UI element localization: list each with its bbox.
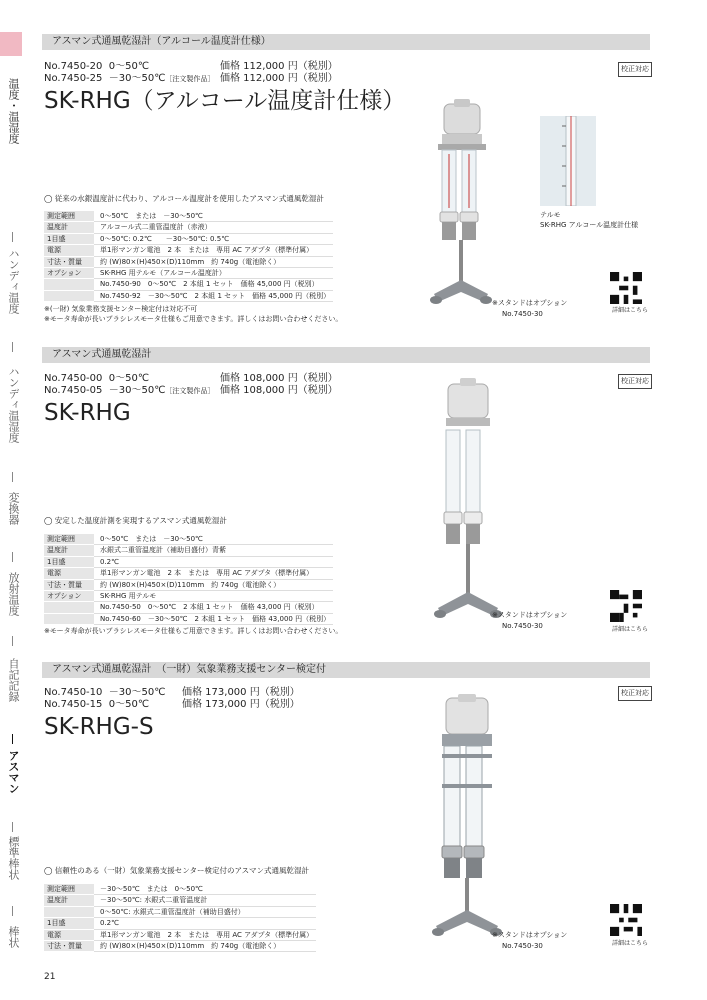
spec-key bbox=[44, 906, 94, 917]
spec-row bbox=[44, 884, 316, 895]
stand-option-note: ※スタンドはオプション bbox=[492, 299, 568, 307]
spec-row bbox=[44, 613, 333, 624]
spec-value: －30～50℃ または 0～50℃ bbox=[94, 884, 316, 895]
sidebar-separator bbox=[12, 822, 13, 832]
spec-row bbox=[44, 579, 333, 590]
model-row bbox=[44, 73, 214, 85]
spec-key: 温度計 bbox=[44, 222, 94, 233]
model-range: 0～50℃ bbox=[108, 373, 150, 384]
product-title: SK-RHG（アルコール温度計仕様） bbox=[44, 88, 406, 114]
spec-row bbox=[44, 211, 333, 222]
model-price: 価格 108,000 円（税別） bbox=[220, 385, 338, 396]
page-number: 21 bbox=[44, 972, 56, 982]
spec-key bbox=[44, 290, 94, 301]
model-range: 0～50℃ bbox=[108, 61, 150, 72]
spec-key: 1目盛 bbox=[44, 556, 94, 567]
spec-key bbox=[44, 279, 94, 290]
sidebar-separator bbox=[12, 636, 13, 646]
calibration-badge: 校正対応 bbox=[618, 686, 652, 701]
spec-value: 0～50℃ または －30～50℃ bbox=[94, 534, 333, 545]
spec-value: No.7450-90 0～50℃ 2 本組 1 セット 価格 45,000 円（税別） bbox=[94, 279, 333, 290]
product-image-sk-rhg-s bbox=[430, 694, 504, 944]
spec-value: 単1形マンガン電池 2 本 または 専用 AC アダプタ（標準付属） bbox=[94, 929, 316, 940]
qr-link-label[interactable]: 詳細はこちら bbox=[612, 307, 649, 314]
model-price: 価格 112,000 円（税別） bbox=[220, 73, 338, 84]
calibration-badge: 校正対応 bbox=[618, 374, 652, 389]
spec-key: 温度計 bbox=[44, 545, 94, 556]
spec-table bbox=[44, 884, 316, 952]
stand-option-note: ※スタンドはオプション bbox=[492, 931, 568, 939]
product-description: ◯ 安定した温度計測を実現するアスマン式通風乾湿計 bbox=[44, 516, 227, 525]
model-number: No.7450-20 bbox=[44, 61, 103, 72]
model-price: 価格 112,000 円（税別） bbox=[220, 61, 338, 72]
qr-code-icon[interactable] bbox=[610, 272, 642, 304]
spec-row bbox=[44, 918, 316, 929]
spec-row bbox=[44, 895, 316, 906]
model-row bbox=[44, 385, 214, 397]
spec-value: 0.2℃ bbox=[94, 918, 316, 929]
qr-code-icon[interactable] bbox=[610, 590, 642, 622]
spec-value: SK-RHG 用テルモ bbox=[94, 591, 333, 602]
model-range: 0～50℃ bbox=[108, 699, 150, 710]
model-number: No.7450-10 bbox=[44, 687, 103, 698]
made-to-order-note: ［注文製作品］ bbox=[165, 387, 215, 395]
spec-row bbox=[44, 602, 333, 613]
spec-key: 測定範囲 bbox=[44, 534, 94, 545]
spec-row bbox=[44, 556, 333, 567]
spec-key: 寸法・質量 bbox=[44, 256, 94, 267]
model-number: No.7450-05 bbox=[44, 385, 103, 396]
model-price: 価格 173,000 円（税別） bbox=[182, 699, 300, 710]
spec-value: 約 (W)80×(H)450×(D)110mm 約 740g（電池除く） bbox=[94, 941, 316, 952]
spec-value: アルコール式二重管温度計（赤液） bbox=[94, 222, 333, 233]
spec-row bbox=[44, 268, 333, 279]
spec-value: 0～50℃ または －30～50℃ bbox=[94, 211, 333, 222]
sidebar-separator bbox=[12, 734, 13, 744]
stand-option-model: No.7450-30 bbox=[502, 942, 543, 950]
spec-value: SK-RHG 用テルモ（アルコール温度計） bbox=[94, 268, 333, 279]
spec-row bbox=[44, 233, 333, 244]
spec-key: 1目盛 bbox=[44, 918, 94, 929]
product-description: ◯ 従来の水銀温度計に代わり、アルコール温度計を使用したアスマン式通風乾湿計 bbox=[44, 194, 324, 203]
sidebar-item-handy-temp-humidity[interactable]: ハンディ温湿度 bbox=[7, 366, 20, 443]
product-description: ◯ 信頼性のある（一財）気象業務支援センター検定付のアスマン式通風乾湿計 bbox=[44, 866, 310, 875]
spec-row bbox=[44, 256, 333, 267]
model-row bbox=[44, 61, 149, 73]
spec-key: 電源 bbox=[44, 568, 94, 579]
spec-row bbox=[44, 906, 316, 917]
spec-key: 寸法・質量 bbox=[44, 579, 94, 590]
sidebar-accent bbox=[0, 32, 22, 56]
sidebar-item-self-recording[interactable]: 自記記録 bbox=[7, 658, 20, 702]
spec-value: 0～50℃: 水銀式二重管温度計（補助目盛付） bbox=[94, 906, 316, 917]
spec-key: 測定範囲 bbox=[44, 884, 94, 895]
qr-link-label[interactable]: 詳細はこちら bbox=[612, 626, 649, 633]
spec-key: 電源 bbox=[44, 245, 94, 256]
section-header: アスマン式通風乾湿計 bbox=[42, 347, 650, 363]
spec-key: 寸法・質量 bbox=[44, 941, 94, 952]
footnote: ※モータ寿命が長いブラシレスモータ仕様もご用意できます。詳しくはお問い合わせください。 bbox=[44, 315, 343, 323]
thermometer-caption: テルモ bbox=[540, 211, 561, 219]
section-header: アスマン式通風乾湿計（アルコール温度計仕様） bbox=[42, 34, 650, 50]
model-row bbox=[44, 687, 165, 699]
spec-value: No.7450-92 －30～50℃ 2 本組 1 セット 価格 45,000 円（税別） bbox=[94, 290, 333, 301]
spec-row bbox=[44, 245, 333, 256]
spec-row bbox=[44, 222, 333, 233]
spec-key: オプション bbox=[44, 268, 94, 279]
sidebar-item-converter[interactable]: 変換器 bbox=[7, 492, 20, 525]
sidebar-item-standard-rod[interactable]: 標準棒状 bbox=[7, 836, 20, 880]
stand-option-model: No.7450-30 bbox=[502, 310, 543, 318]
spec-key: 測定範囲 bbox=[44, 211, 94, 222]
spec-key: オプション bbox=[44, 591, 94, 602]
product-image-sk-rhg-alcohol bbox=[422, 98, 502, 316]
sidebar-separator bbox=[12, 232, 13, 242]
spec-value: 0～50℃: 0.2℃ －30～50℃: 0.5℃ bbox=[94, 233, 333, 244]
model-number: No.7450-15 bbox=[44, 699, 103, 710]
spec-value: 単1形マンガン電池 2 本 または 専用 AC アダプタ（標準付属） bbox=[94, 568, 333, 579]
spec-value: －30～50℃: 水銀式二重管温度計 bbox=[94, 895, 316, 906]
spec-key: 1目盛 bbox=[44, 233, 94, 244]
qr-link-label[interactable]: 詳細はこちら bbox=[612, 940, 649, 947]
spec-row bbox=[44, 290, 333, 301]
spec-row bbox=[44, 941, 316, 952]
spec-table bbox=[44, 534, 333, 625]
spec-row bbox=[44, 568, 333, 579]
spec-row bbox=[44, 534, 333, 545]
spec-row bbox=[44, 591, 333, 602]
model-row bbox=[44, 699, 149, 711]
sidebar-item-rod[interactable]: 棒状 bbox=[7, 926, 20, 948]
spec-row bbox=[44, 545, 333, 556]
thermometer-closeup-image bbox=[540, 116, 596, 206]
product-title: SK-RHG-S bbox=[44, 714, 154, 740]
spec-key bbox=[44, 613, 94, 624]
sidebar-separator bbox=[12, 906, 13, 916]
spec-value: 単1形マンガン電池 2 本 または 専用 AC アダプタ（標準付属） bbox=[94, 245, 333, 256]
model-range: －30～50℃ bbox=[108, 73, 166, 84]
qr-code-icon[interactable] bbox=[610, 904, 642, 936]
footnote: ※(一財) 気象業務支援センター検定付は対応不可 bbox=[44, 305, 198, 313]
spec-key: 温度計 bbox=[44, 895, 94, 906]
section-header: アスマン式通風乾湿計 （一財）気象業務支援センター検定付 bbox=[42, 662, 650, 678]
product-image-sk-rhg bbox=[432, 378, 504, 628]
spec-row bbox=[44, 929, 316, 940]
model-price: 価格 173,000 円（税別） bbox=[182, 687, 300, 698]
made-to-order-note: ［注文製作品］ bbox=[165, 75, 215, 83]
spec-key bbox=[44, 602, 94, 613]
spec-value: 水銀式二重管温度計（補助目盛付）青紫 bbox=[94, 545, 333, 556]
model-price: 価格 108,000 円（税別） bbox=[220, 373, 338, 384]
model-row bbox=[44, 373, 149, 385]
sidebar-item-handy-temp[interactable]: ハンディ温度 bbox=[7, 248, 20, 314]
calibration-badge: 校正対応 bbox=[618, 62, 652, 77]
spec-value: 0.2℃ bbox=[94, 556, 333, 567]
model-range: －30～50℃ bbox=[108, 385, 166, 396]
sidebar-separator bbox=[12, 552, 13, 562]
sidebar-separator bbox=[12, 342, 13, 352]
footnote: ※モータ寿命が長いブラシレスモータ仕様もご用意できます。詳しくはお問い合わせください。 bbox=[44, 627, 343, 635]
model-number: No.7450-00 bbox=[44, 373, 103, 384]
model-range: －30～50℃ bbox=[108, 687, 166, 698]
spec-row bbox=[44, 279, 333, 290]
sidebar-item-assmann[interactable]: アスマン bbox=[7, 750, 20, 794]
sidebar-item-temp-humidity[interactable]: 温度・温湿度 bbox=[7, 78, 20, 144]
spec-value: No.7450-60 －30～50℃ 2 本組 1 セット 価格 43,000 円（税別） bbox=[94, 613, 333, 624]
stand-option-note: ※スタンドはオプション bbox=[492, 611, 568, 619]
thermometer-caption: SK-RHG アルコール温度計仕様 bbox=[540, 221, 639, 229]
sidebar-separator bbox=[12, 472, 13, 482]
sidebar-item-radiation-temp[interactable]: 放射温度 bbox=[7, 572, 20, 616]
product-title: SK-RHG bbox=[44, 400, 131, 426]
model-number: No.7450-25 bbox=[44, 73, 103, 84]
spec-value: 約 (W)80×(H)450×(D)110mm 約 740g（電池除く） bbox=[94, 256, 333, 267]
stand-option-model: No.7450-30 bbox=[502, 622, 543, 630]
spec-value: No.7450-50 0～50℃ 2 本組 1 セット 価格 43,000 円（税別） bbox=[94, 602, 333, 613]
spec-table bbox=[44, 211, 333, 302]
spec-key: 電源 bbox=[44, 929, 94, 940]
spec-value: 約 (W)80×(H)450×(D)110mm 約 740g（電池除く） bbox=[94, 579, 333, 590]
